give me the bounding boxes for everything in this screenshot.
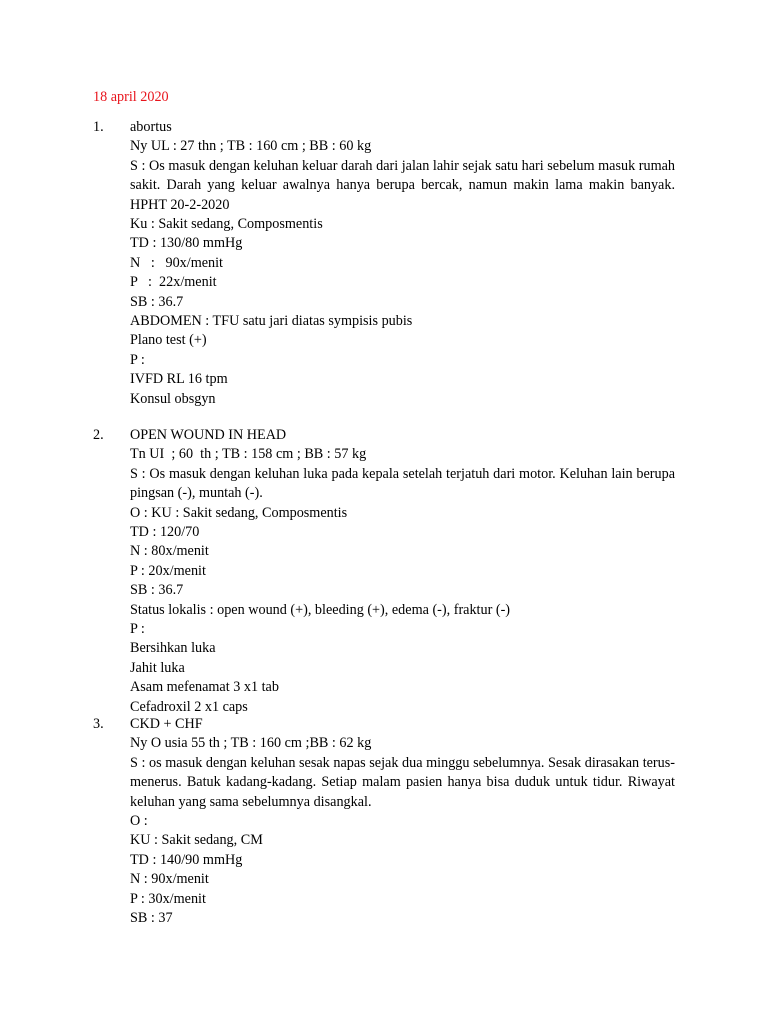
- respiration: P : 20x/menit: [130, 562, 206, 579]
- temperature: SB : 36.7: [130, 582, 184, 599]
- temperature: SB : 37: [130, 910, 173, 927]
- plan-item: IVFD RL 16 tpm: [130, 371, 228, 388]
- plan-label: P :: [130, 351, 145, 368]
- temperature: SB : 36.7: [130, 293, 184, 310]
- document-date: 18 april 2020: [93, 89, 169, 105]
- blood-pressure: TD : 130/80 mmHg: [130, 235, 243, 252]
- local-status: Status lokalis : open wound (+), bleeding (+), edema (-), fraktur (-): [130, 601, 511, 618]
- plan-item: Asam mefenamat 3 x1 tab: [130, 679, 279, 696]
- plano-test: Plano test (+): [130, 332, 207, 349]
- plan-label: P :: [130, 621, 145, 638]
- pulse: N : 80x/menit: [130, 543, 209, 560]
- item-number: 3.: [93, 716, 104, 732]
- objective-label: O :: [130, 813, 148, 830]
- item-title: CKD + CHF: [130, 716, 203, 732]
- pulse: N : 90x/menit: [130, 871, 209, 888]
- general-condition: Ku : Sakit sedang, Composmentis: [130, 216, 323, 233]
- abdomen-exam: ABDOMEN : TFU satu jari diatas sympisis pubis: [130, 313, 413, 330]
- plan-item: Cefadroxil 2 x1 caps: [130, 698, 248, 715]
- item-number: 1.: [93, 119, 104, 135]
- blood-pressure: TD : 120/70: [130, 524, 200, 541]
- item-title: OPEN WOUND IN HEAD: [130, 427, 287, 443]
- item-body: [130, 426, 675, 717]
- general-condition: KU : Sakit sedang, CM: [130, 832, 263, 849]
- subjective-text: S : Os masuk dengan keluhan luka pada kepala setelah terjatuh dari motor. Keluhan lain berupa pingsan (-), muntah (-).: [130, 465, 675, 502]
- item-number: 2.: [93, 427, 104, 443]
- plan-item: Jahit luka: [130, 659, 185, 676]
- item-body: [130, 715, 675, 928]
- subjective-text: S : os masuk dengan keluhan sesak napas sejak dua minggu sebelumnya. Sesak dirasakan terus-menerus. Batuk kadang-kadang. Setiap malam pasien hanya bisa duduk untuk tidur. Riwayat keluhan yang sama sebelumnya disangkal.: [130, 754, 675, 810]
- patient-identity: Ny O usia 55 th ; TB : 160 cm ;BB : 62 kg: [130, 735, 372, 752]
- item-body: [130, 118, 675, 409]
- patient-identity: Ny UL : 27 thn ; TB : 160 cm ; BB : 60 kg: [130, 138, 372, 155]
- blood-pressure: TD : 140/90 mmHg: [130, 851, 243, 868]
- respiration: P : 22x/menit: [130, 274, 217, 291]
- respiration: P : 30x/menit: [130, 890, 206, 907]
- plan-item: Bersihkan luka: [130, 640, 216, 657]
- general-condition: O : KU : Sakit sedang, Composmentis: [130, 504, 348, 521]
- subjective-text: S : Os masuk dengan keluhan keluar darah dari jalan lahir sejak satu hari sebelum masuk rumah sakit. Darah yang keluar awalnya hanya berupa bercak, namun makin lama makin banyak. HPHT 20-2-2020: [130, 157, 675, 213]
- item-title: abortus: [130, 119, 172, 135]
- plan-item: Konsul obsgyn: [130, 390, 216, 407]
- patient-identity: Tn UI ; 60 th ; TB : 158 cm ; BB : 57 kg: [130, 446, 367, 463]
- pulse: N : 90x/menit: [130, 254, 224, 271]
